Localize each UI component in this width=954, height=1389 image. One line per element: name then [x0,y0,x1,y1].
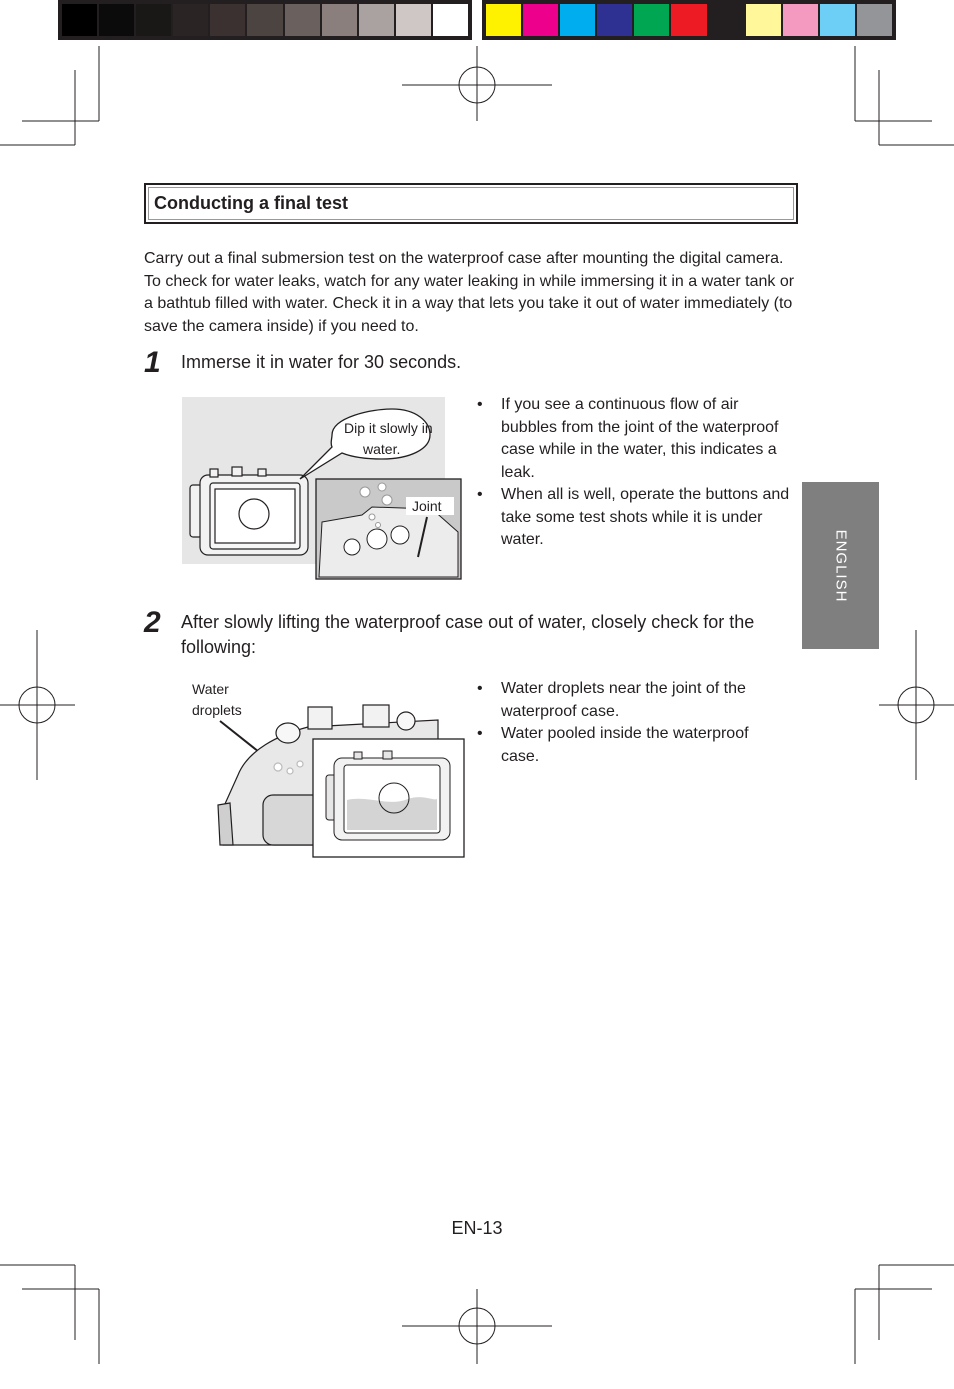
droplets-label-line-1: Water [192,681,229,697]
language-tab [802,482,879,649]
step-1-text: Immerse it in water for 30 seconds. [181,352,462,372]
joint-label: Joint [412,498,442,514]
step-1-bullets [477,394,797,552]
list-item: • When all is well, operate the buttons and take some test shots while it is under water. [477,486,790,548]
step-1-illustration [182,397,464,582]
section-header [144,183,798,224]
list-item: • Water droplets near the joint of the waterproof case. [477,680,746,720]
droplets-label-line-2: droplets [192,702,242,718]
callout-line-2: water. [363,441,401,457]
step-2-illustration [188,675,468,860]
step-2-bullets [477,678,787,768]
step-1-number: 1 [144,346,161,379]
step-2-number: 2 [144,606,161,639]
step-2-text: After slowly lifting the waterproof case out of water, closely check for the following: [181,612,755,657]
page-number: EN-13 [451,1218,503,1238]
list-item: • Water pooled inside the waterproof case. [477,725,749,765]
waterproof-case-drawing [190,467,308,555]
section-title: Conducting a final test [154,193,349,213]
intro-paragraph: Carry out a final submersion test on the waterproof case after mounting the digital camera. To check for water leaks, watch for any water leaking in while immersing it in a water tank or a bathtub filled with water. Check it in a way that lets you take it out of water immediately (to save the camera inside) if you need to. [144,250,795,335]
language-tab-label: ENGLISH [832,529,849,602]
callout-line-1: Dip it slowly in [344,420,433,436]
joint-inset [316,479,461,579]
pooled-water-inset [313,739,464,857]
list-item: • If you see a continuous flow of air bubbles from the joint of the waterproof case while in the water, this indicates a leak. [477,396,779,481]
